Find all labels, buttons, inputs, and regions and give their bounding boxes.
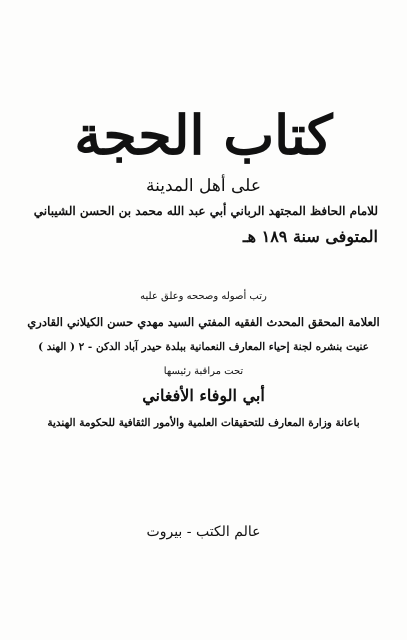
supervisor-name: أبي الوفاء الأفغاني bbox=[142, 386, 265, 405]
book-subtitle: على أهل المدينة bbox=[146, 176, 261, 196]
author-line: للامام الحافظ المجتهد الرباني أبي عبد الله محمد بن الحسن الشيباني bbox=[33, 204, 378, 218]
publisher-imprint: عالم الكتب - بيروت bbox=[146, 524, 261, 540]
editor-line: العلامة المحقق المحدث الفقيه المفتي السيد مهدي حسن الكيلاني القادري bbox=[27, 315, 380, 329]
assistance-line: باعانة وزارة المعارف للتحقيقات العلمية والأمور الثقافية للحكومة الهندية bbox=[47, 417, 360, 429]
book-title: كتاب الحجة bbox=[74, 103, 333, 167]
arranged-note: رتب أصوله وصححه وعلق عليه bbox=[140, 291, 267, 302]
author-death-date: المتوفى سنة ١٨٩ هـ bbox=[242, 227, 378, 246]
supervision-note: تحت مراقبة رئيسها bbox=[163, 366, 244, 377]
publisher-line: عنيت بنشره لجنة إحياء المعارف النعمانية ببلدة حيدر آباد الدكن - ٢ ( الهند ) bbox=[38, 341, 369, 353]
